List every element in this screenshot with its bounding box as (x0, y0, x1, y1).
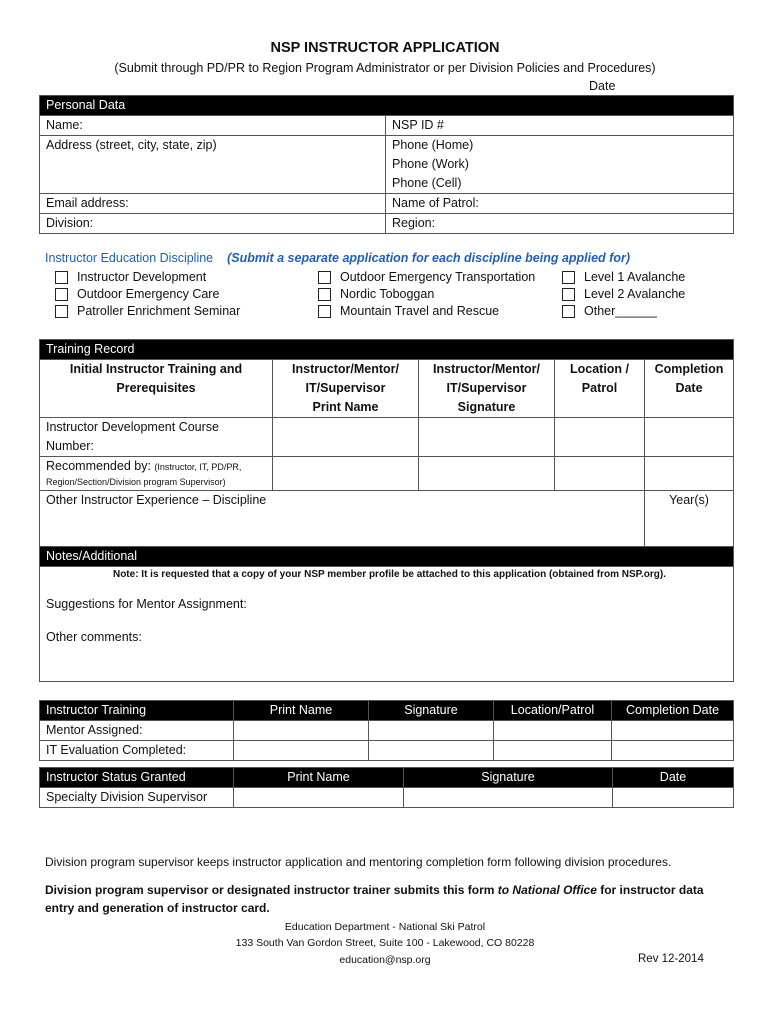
supervisor-signature-cell[interactable] (404, 788, 613, 808)
email-field[interactable]: Email address: (40, 194, 386, 214)
status-granted-table (39, 767, 734, 808)
it-col-location: Location/Patrol (494, 701, 612, 721)
col-header-location: Location / Patrol (555, 360, 645, 418)
course-date-cell[interactable] (645, 418, 734, 457)
discipline-title: Instructor Education Discipline (45, 251, 214, 265)
checkbox-icon[interactable] (318, 271, 331, 284)
course-location-cell[interactable] (555, 418, 645, 457)
recommended-signature-cell[interactable] (419, 457, 555, 491)
col-header-initial-training: Initial Instructor Training and Prerequisites (40, 360, 273, 418)
notes-table (39, 546, 734, 682)
personal-data-table (39, 95, 734, 234)
form-subtitle: (Submit through PD/PR to Region Program Administrator or per Division Policies and Procedures) (114, 61, 656, 75)
mentor-location-cell[interactable] (494, 721, 612, 741)
footer-email[interactable]: education@nsp.org (339, 954, 431, 966)
status-col-print-name: Print Name (234, 768, 404, 788)
it-col-completion-date: Completion Date (612, 701, 734, 721)
eval-signature-cell[interactable] (369, 741, 494, 761)
instructor-dev-course-label: Instructor Development Course Number: (40, 418, 273, 457)
checkbox-level2-avalanche[interactable]: Level 2 Avalanche (562, 287, 685, 301)
recommended-print-name-cell[interactable] (273, 457, 419, 491)
it-col-signature: Signature (369, 701, 494, 721)
patrol-name-field[interactable]: Name of Patrol: (386, 194, 734, 214)
course-signature-cell[interactable] (419, 418, 555, 457)
checkbox-icon[interactable] (55, 271, 68, 284)
form-title: NSP INSTRUCTOR APPLICATION (270, 40, 500, 56)
course-print-name-cell[interactable] (273, 418, 419, 457)
col-header-print-name: Instructor/Mentor/ IT/Supervisor Print Name (273, 360, 419, 418)
it-evaluation-label: IT Evaluation Completed: (40, 741, 234, 761)
mentor-signature-cell[interactable] (369, 721, 494, 741)
phone-home-field[interactable]: Phone (Home) (386, 136, 734, 156)
nsp-id-field[interactable]: NSP ID # (386, 116, 734, 136)
status-col-signature: Signature (404, 768, 613, 788)
revision-label: Rev 12-2014 (638, 953, 704, 965)
status-col-date: Date (613, 768, 734, 788)
phone-cell-field[interactable]: Phone (Cell) (386, 174, 734, 194)
instructor-training-table (39, 700, 734, 761)
footer-department: Education Department - National Ski Patrol (284, 921, 486, 933)
checkbox-outdoor-emergency-transportation[interactable]: Outdoor Emergency Transportation (318, 270, 535, 284)
checkbox-mountain-travel-rescue[interactable]: Mountain Travel and Rescue (318, 304, 499, 318)
supervisor-date-cell[interactable] (613, 788, 734, 808)
checkbox-icon[interactable] (562, 305, 575, 318)
date-label: Date (589, 79, 616, 93)
name-field[interactable]: Name: (40, 116, 386, 136)
notes-body[interactable] (40, 567, 734, 682)
eval-print-name-cell[interactable] (234, 741, 369, 761)
it-col-instructor-training: Instructor Training (40, 701, 234, 721)
checkbox-icon[interactable] (318, 305, 331, 318)
address-field[interactable]: Address (street, city, state, zip) (40, 136, 386, 194)
status-col-granted: Instructor Status Granted (40, 768, 234, 788)
notes-note: Note: It is requested that a copy of your NSP member profile be attached to this application (obtained from NSP.org). (112, 569, 667, 580)
specialty-supervisor-label: Specialty Division Supervisor (40, 788, 234, 808)
checkbox-level1-avalanche[interactable]: Level 1 Avalanche (562, 270, 685, 284)
footer-paragraph-1: Division program supervisor keeps instructor application and mentoring completion form following division procedures. (45, 855, 672, 869)
checkbox-other[interactable]: Other______ (562, 304, 657, 318)
col-header-signature: Instructor/Mentor/ IT/Supervisor Signature (419, 360, 555, 418)
years-field[interactable]: Year(s) (645, 491, 734, 549)
checkbox-icon[interactable] (55, 288, 68, 301)
footer-paragraph-2: Division program supervisor or designated instructor trainer submits this form to National Office for instructor data entry and generation of instructor card. (45, 883, 704, 915)
checkbox-outdoor-emergency-care[interactable]: Outdoor Emergency Care (55, 287, 219, 301)
personal-data-header: Personal Data (40, 96, 734, 116)
other-comments-field[interactable]: Other comments: (46, 630, 142, 644)
checkbox-nordic-toboggan[interactable]: Nordic Toboggan (318, 287, 434, 301)
region-field[interactable]: Region: (386, 214, 734, 234)
eval-date-cell[interactable] (612, 741, 734, 761)
supervisor-print-name-cell[interactable] (234, 788, 404, 808)
eval-location-cell[interactable] (494, 741, 612, 761)
training-record-header: Training Record (40, 340, 734, 360)
checkbox-icon[interactable] (562, 271, 575, 284)
checkbox-icon[interactable] (318, 288, 331, 301)
mentor-assigned-label: Mentor Assigned: (40, 721, 234, 741)
checkbox-icon[interactable] (562, 288, 575, 301)
recommended-date-cell[interactable] (645, 457, 734, 491)
discipline-note: (Submit a separate application for each discipline being applied for) (227, 251, 630, 265)
division-field[interactable]: Division: (40, 214, 386, 234)
mentor-suggestions-field[interactable]: Suggestions for Mentor Assignment: (46, 597, 247, 611)
training-record-table (39, 339, 734, 549)
checkbox-icon[interactable] (55, 305, 68, 318)
other-experience-field[interactable]: Other Instructor Experience – Discipline (40, 491, 645, 549)
it-col-print-name: Print Name (234, 701, 369, 721)
recommended-by-label: Recommended by: (Instructor, IT, PD/PR, Region/Section/Division program Supervisor) (40, 457, 273, 491)
recommended-location-cell[interactable] (555, 457, 645, 491)
discipline-heading (45, 251, 630, 265)
mentor-date-cell[interactable] (612, 721, 734, 741)
mentor-print-name-cell[interactable] (234, 721, 369, 741)
phone-work-field[interactable]: Phone (Work) (386, 155, 734, 174)
notes-header: Notes/Additional (40, 547, 734, 567)
checkbox-instructor-development[interactable]: Instructor Development (55, 270, 206, 284)
checkbox-patroller-enrichment[interactable]: Patroller Enrichment Seminar (55, 304, 240, 318)
col-header-completion-date: Completion Date (645, 360, 734, 418)
footer-address: 133 South Van Gordon Street, Suite 100 - Lakewood, CO 80228 (235, 937, 535, 949)
